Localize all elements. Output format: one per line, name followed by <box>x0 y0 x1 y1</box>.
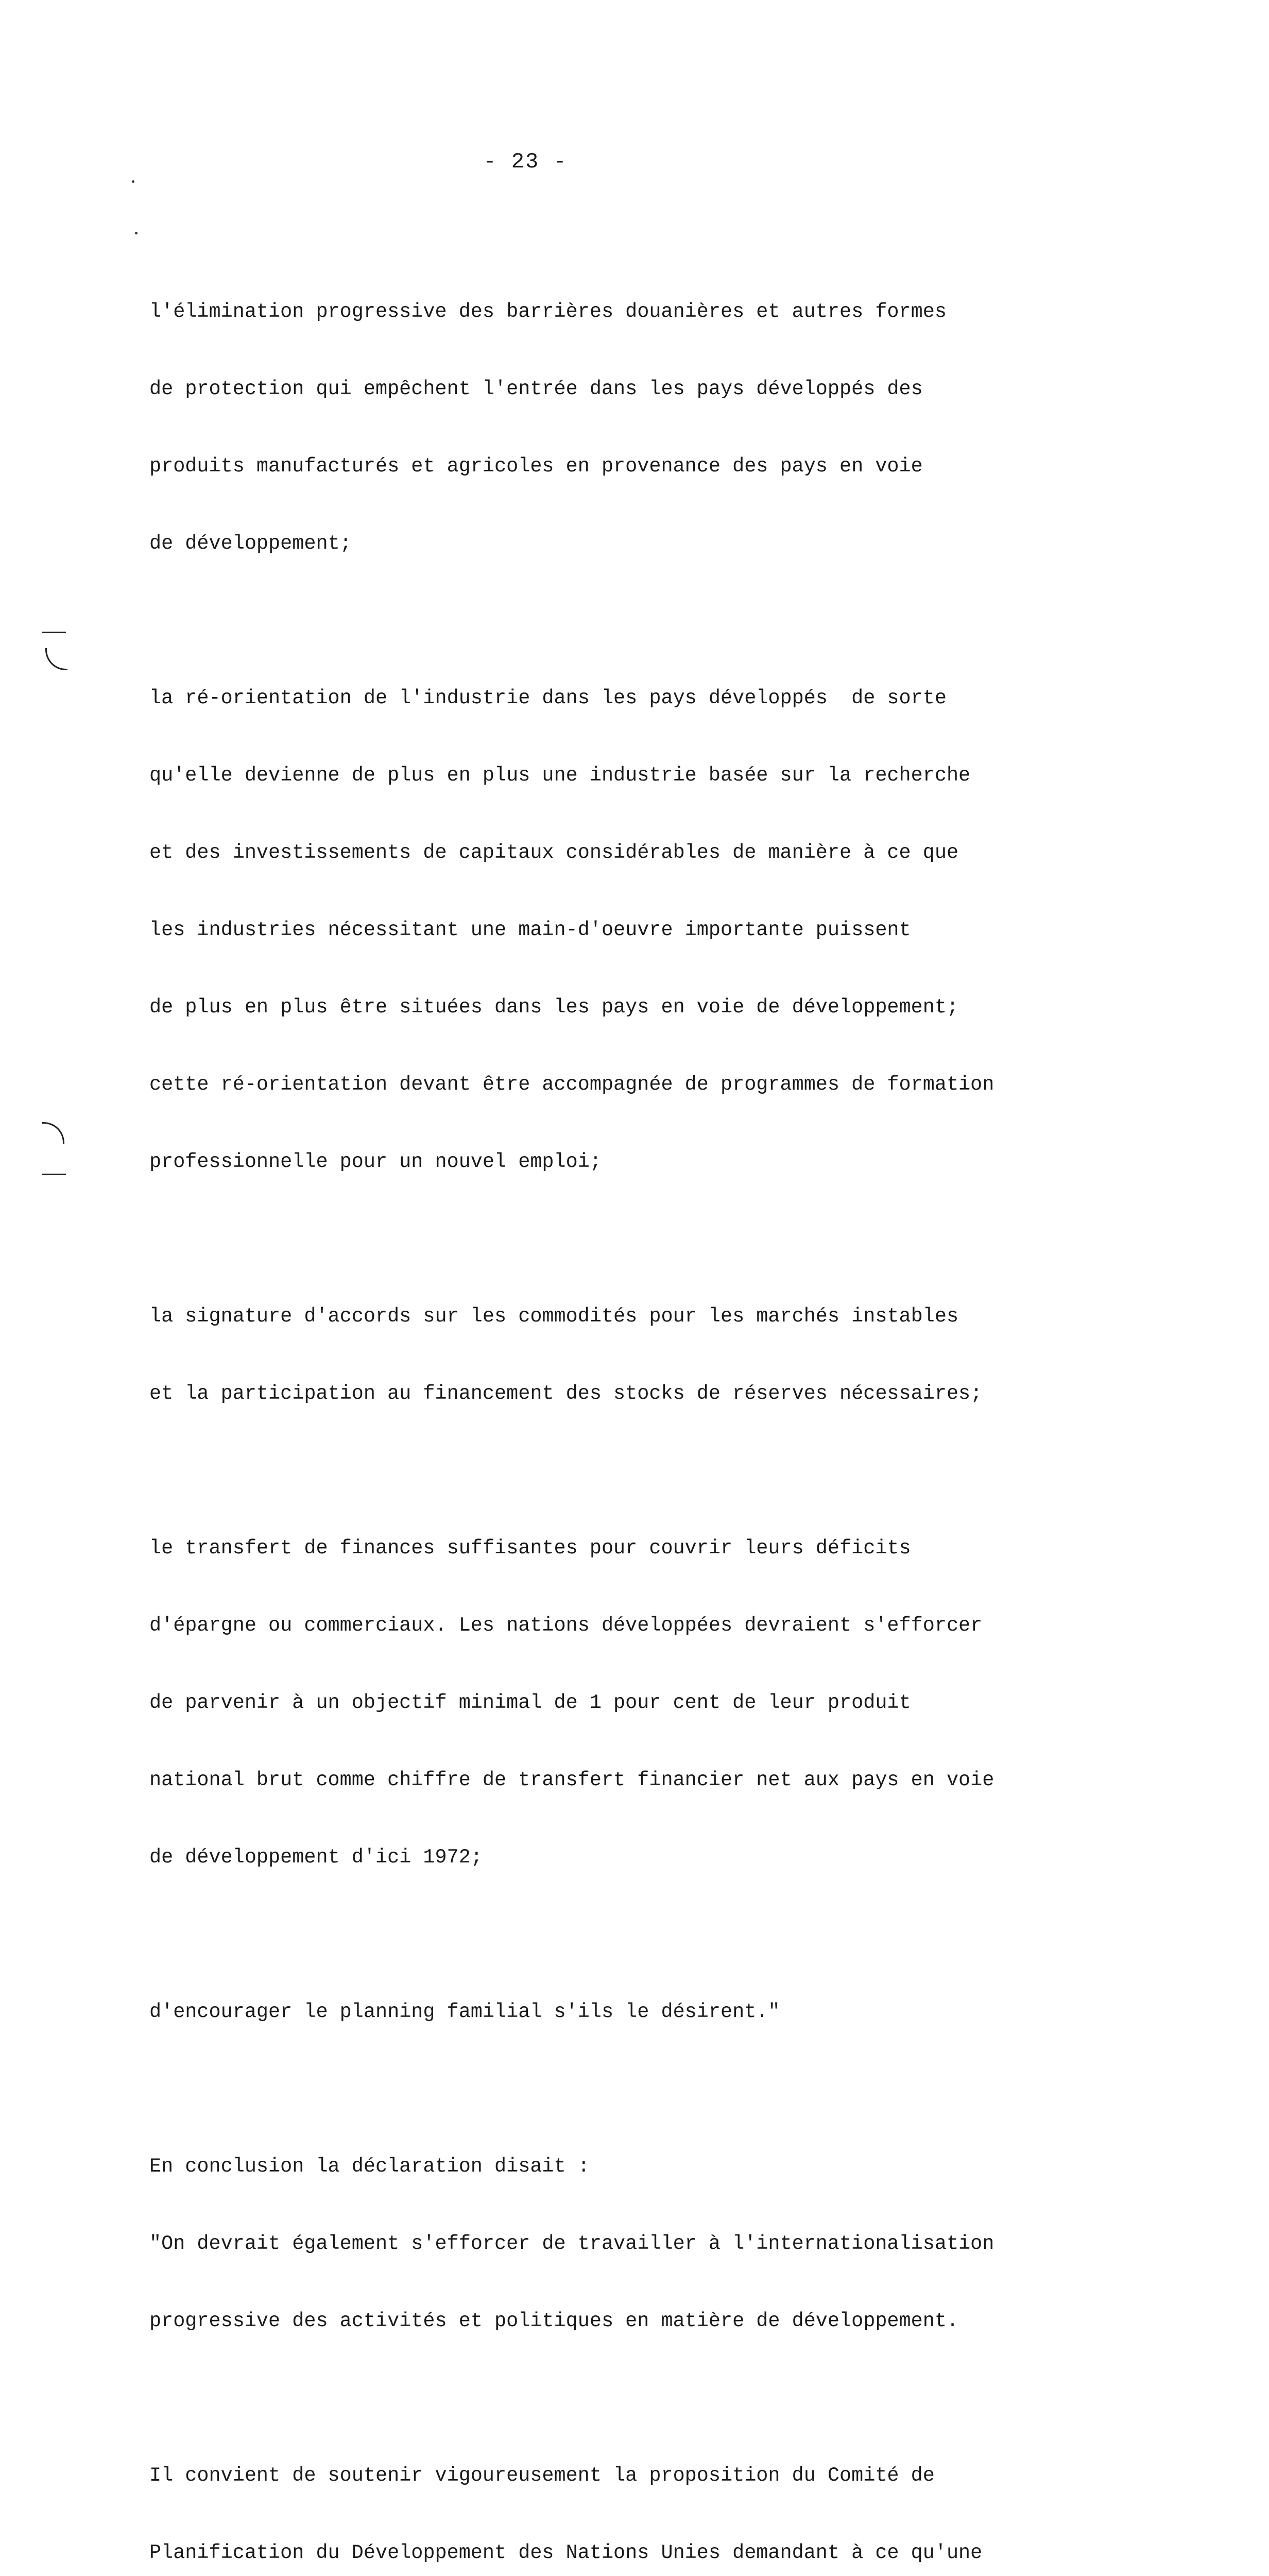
paragraph-4 <box>149 1484 1118 1922</box>
body-text <box>149 247 1118 2576</box>
text-line: Planification du Développement des Nations Unies demandant à ce qu'une <box>149 2541 983 2564</box>
text-line: la ré-orientation de l'industrie dans les pays développés de sorte <box>149 687 947 709</box>
text-line: professionnelle pour un nouvel emploi; <box>149 1150 602 1173</box>
text-line: national brut comme chiffre de transfert financier net aux pays en voie <box>149 1769 994 1791</box>
text-line: et la participation au financement des stocks de réserves nécessaires; <box>149 1382 983 1405</box>
text-line: la signature d'accords sur les commodités pour les marchés instables <box>149 1305 959 1328</box>
scan-speck <box>132 180 134 183</box>
text-line: de plus en plus être situées dans les pays en voie de développement; <box>149 996 959 1019</box>
paragraph-5 <box>149 1947 1118 2076</box>
paragraph-6 <box>149 2102 1118 2385</box>
text-line: Il convient de soutenir vigoureusement la proposition du Comité de <box>149 2464 935 2487</box>
paragraph-3 <box>149 1252 1118 1458</box>
text-line: "On devrait également s'efforcer de travailler à l'internationalisation <box>149 2232 994 2255</box>
text-line: cette ré-orientation devant être accompagnée de programmes de formation <box>149 1073 994 1096</box>
text-line: l'élimination progressive des barrières douanières et autres formes <box>149 300 947 323</box>
text-line: le transfert de finances suffisantes pour couvrir leurs déficits <box>149 1537 911 1560</box>
text-line: et des investissements de capitaux considérables de manière à ce que <box>149 841 959 864</box>
paragraph-7 <box>149 2411 1118 2576</box>
text-line: de développement; <box>149 532 352 555</box>
text-line: de protection qui empêchent l'entrée dans les pays développés des <box>149 378 923 400</box>
text-line: produits manufacturés et agricoles en provenance des pays en voie <box>149 455 923 478</box>
text-line: de développement d'ici 1972; <box>149 1846 483 1869</box>
margin-mark-dash <box>42 632 66 633</box>
scan-speck <box>135 232 138 234</box>
text-line: d'épargne ou commerciaux. Les nations développées devraient s'efforcer <box>149 1614 983 1637</box>
paragraph-2 <box>149 634 1118 1226</box>
margin-mark-dash <box>42 1174 66 1175</box>
text-line: les industries nécessitant une main-d'oeuvre importante puissent <box>149 919 911 941</box>
margin-mark-bracket <box>45 648 67 670</box>
text-line: d'encourager le planning familial s'ils le désirent." <box>149 2001 780 2023</box>
text-line: de parvenir à un objectif minimal de 1 pour cent de leur produit <box>149 1691 911 1714</box>
text-line: qu'elle devienne de plus en plus une industrie basée sur la recherche <box>149 764 971 787</box>
paragraph-1 <box>149 247 1118 608</box>
text-line: progressive des activités et politiques en matière de développement. <box>149 2310 959 2332</box>
text-line: En conclusion la déclaration disait : <box>149 2155 590 2178</box>
margin-mark-bracket <box>42 1122 64 1144</box>
page-number: - 23 - <box>483 149 568 174</box>
